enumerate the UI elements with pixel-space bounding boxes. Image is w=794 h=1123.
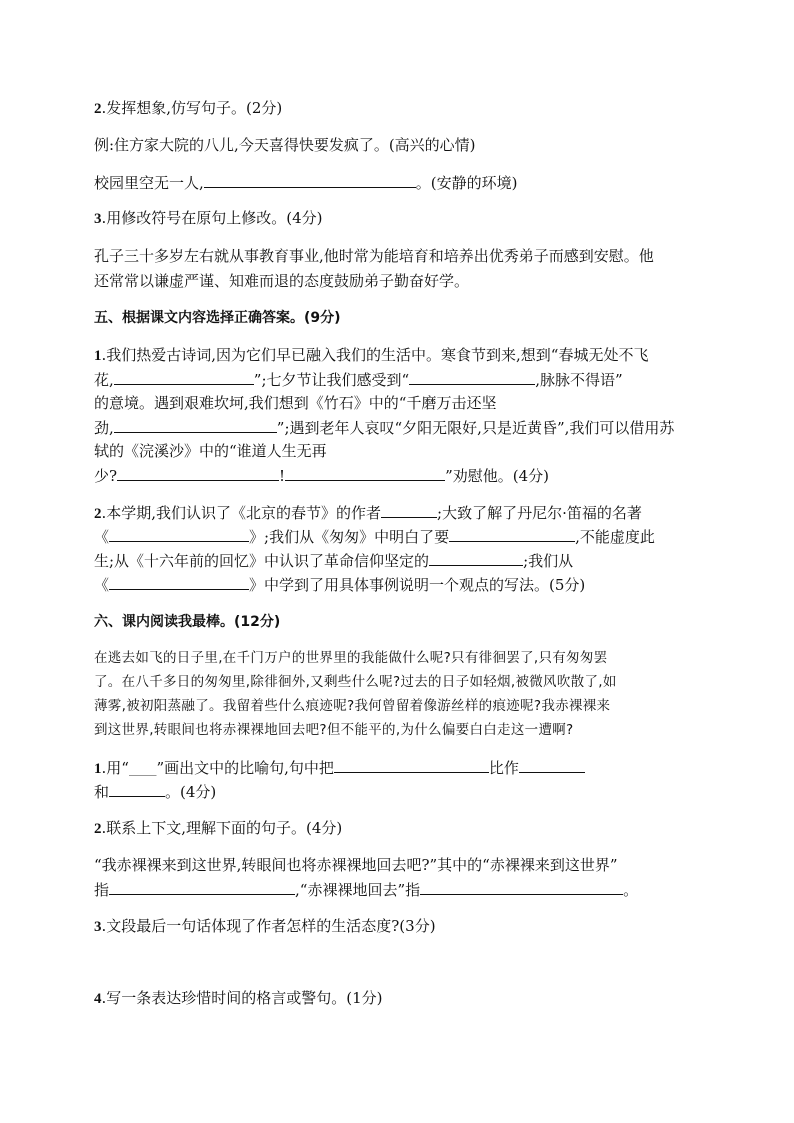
- text: 《: [94, 576, 110, 594]
- answer-blank[interactable]: [334, 757, 489, 773]
- sec5-q1-line1: [94, 345, 648, 366]
- question-number: 1: [94, 348, 102, 364]
- text: .本学期,我们认识了《北京的春节》的作者: [101, 504, 382, 522]
- question-text: .用修改符号在原句上修改。(4分): [101, 209, 323, 227]
- text: 花,: [94, 371, 114, 389]
- text: 《: [94, 528, 110, 546]
- passage-line1: 在逃去如飞的日子里,在千门万户的世界里的我能做什么呢?只有徘徊罢了,只有匆匆罢: [94, 650, 608, 666]
- sec6-q1-line2: [94, 781, 216, 802]
- text: 少?: [94, 467, 118, 485]
- text: 和: [94, 783, 110, 801]
- text: ,脉脉不得语”: [535, 371, 623, 389]
- question-number: 3: [94, 211, 102, 227]
- answer-blank[interactable]: [519, 757, 585, 773]
- answer-blank[interactable]: [109, 526, 249, 542]
- sec5-q1-line6: [94, 465, 549, 486]
- answer-blank[interactable]: [109, 781, 165, 797]
- answer-blank[interactable]: [109, 879, 295, 895]
- question-number: 2: [94, 101, 102, 117]
- sec5-q1-line3: 的意境。遇到艰难坎坷,我们想到《竹石》中的“千磨万击还坚: [94, 394, 497, 412]
- text: 。(4分): [165, 783, 217, 801]
- sec6-q2-line2: [94, 879, 638, 900]
- answer-blank[interactable]: [114, 369, 254, 385]
- text: 指: [94, 881, 110, 899]
- answer-blank[interactable]: [420, 879, 623, 895]
- sec6-q2-heading: [94, 818, 342, 839]
- answer-blank[interactable]: [429, 550, 523, 566]
- text: 》;我们从《匆匆》中明白了要: [249, 528, 450, 546]
- passage-line2: 了。在八千多日的匆匆里,除徘徊外,又剩些什么呢?过去的日子如轻烟,被微风吹散了,如: [94, 674, 617, 690]
- sec4-q3-heading: [94, 208, 323, 229]
- text: 比作: [488, 759, 519, 777]
- text: ”;遇到老年人哀叹“夕阳无限好,只是近黄昏”,我们可以借用苏: [276, 419, 675, 437]
- question-number: 2: [94, 821, 102, 837]
- answer-blank[interactable]: [381, 502, 437, 518]
- sec4-q2-heading: [94, 98, 282, 119]
- answer-blank[interactable]: [204, 172, 416, 188]
- sec5-q1-line5: 轼的《浣溪沙》中的“谁道人生无再: [94, 442, 327, 460]
- sec5-q2-line3: [94, 550, 573, 571]
- sec6-q2-quote: “我赤裸裸来到这世界,转眼间也将赤裸裸地回去吧?”其中的“赤裸裸来到这世界”: [94, 856, 618, 874]
- text: .用“: [101, 759, 129, 777]
- sec5-q2-line1: [94, 502, 642, 524]
- sec4-q2-prompt: [94, 172, 518, 193]
- text: 。: [623, 881, 639, 899]
- prompt-text: 。(安静的环境): [415, 174, 518, 192]
- text: 劲,: [94, 419, 114, 437]
- text: ;我们从: [523, 552, 574, 570]
- text: ,不能虚度此: [575, 528, 655, 546]
- text: !: [279, 467, 286, 485]
- question-number: 1: [94, 761, 102, 777]
- answer-blank[interactable]: [114, 417, 277, 433]
- sec4-q3-line2: 还常常以谦虚严谨、知难而退的态度鼓励弟子勤奋好学。: [94, 272, 470, 290]
- underline-mark: _____: [128, 763, 157, 776]
- passage-line3: 薄雾,被初阳蒸融了。我留着些什么痕迹呢?我何曾留着像游丝样的痕迹呢?我赤裸裸来: [94, 698, 611, 714]
- section-6-title: 六、课内阅读我最棒。(12分): [94, 614, 281, 630]
- text: ”画出文中的比喻句,句中把: [156, 759, 334, 777]
- sec6-q4-heading: [94, 988, 383, 1009]
- text: ;大致了解了丹尼尔·笛福的名著: [437, 504, 642, 522]
- sec4-q3-line1: 孔子三十多岁左右就从事教育事业,他时常为能培育和培养出优秀弟子而感到安慰。他: [94, 247, 654, 265]
- sec5-q1-line4: [94, 417, 674, 438]
- sec5-q2-line4: [94, 574, 585, 595]
- answer-blank[interactable]: [285, 465, 445, 481]
- sec5-q1-line2: [94, 369, 623, 390]
- question-number: 4: [94, 991, 102, 1007]
- question-text: .文段最后一句话体现了作者怎样的生活态度?(3分): [101, 917, 436, 935]
- text: ”劝慰他。(4分): [445, 467, 549, 485]
- prompt-text: 校园里空无一人,: [94, 174, 204, 192]
- sec6-q3-heading: [94, 916, 436, 937]
- answer-blank[interactable]: [449, 526, 575, 542]
- section-5-title: 五、根据课文内容选择正确答案。(9分): [94, 310, 341, 326]
- sec4-q2-example: 例:住方家大院的八儿,今天喜得快要发疯了。(高兴的心情): [94, 136, 476, 154]
- text: ”;七夕节让我们感受到“: [253, 371, 410, 389]
- question-text: .我们热爱古诗词,因为它们早已融入我们的生活中。寒食节到来,想到“春城无处不飞: [101, 346, 649, 364]
- answer-blank[interactable]: [409, 369, 535, 385]
- answer-blank[interactable]: [109, 574, 249, 590]
- text: 》中学到了用具体事例说明一个观点的写法。(5分): [249, 576, 586, 594]
- question-text: .写一条表达珍惜时间的格言或警句。(1分): [101, 989, 383, 1007]
- question-text: .发挥想象,仿写句子。(2分): [101, 99, 283, 117]
- passage-line4: 到这世界,转眼间也将赤裸裸地回去吧?但不能平的,为什么偏要白白走这一遭啊?: [94, 722, 574, 738]
- text: 生;从《十六年前的回忆》中认识了革命信仰坚定的: [94, 552, 430, 570]
- question-text: .联系上下文,理解下面的句子。(4分): [101, 819, 343, 837]
- text: ,“赤裸裸地回去”指: [295, 881, 421, 899]
- question-number: 3: [94, 919, 102, 935]
- question-number: 2: [94, 506, 102, 522]
- sec5-q2-line2: [94, 526, 655, 547]
- answer-blank[interactable]: [117, 465, 279, 481]
- sec6-q1-line1: [94, 757, 585, 780]
